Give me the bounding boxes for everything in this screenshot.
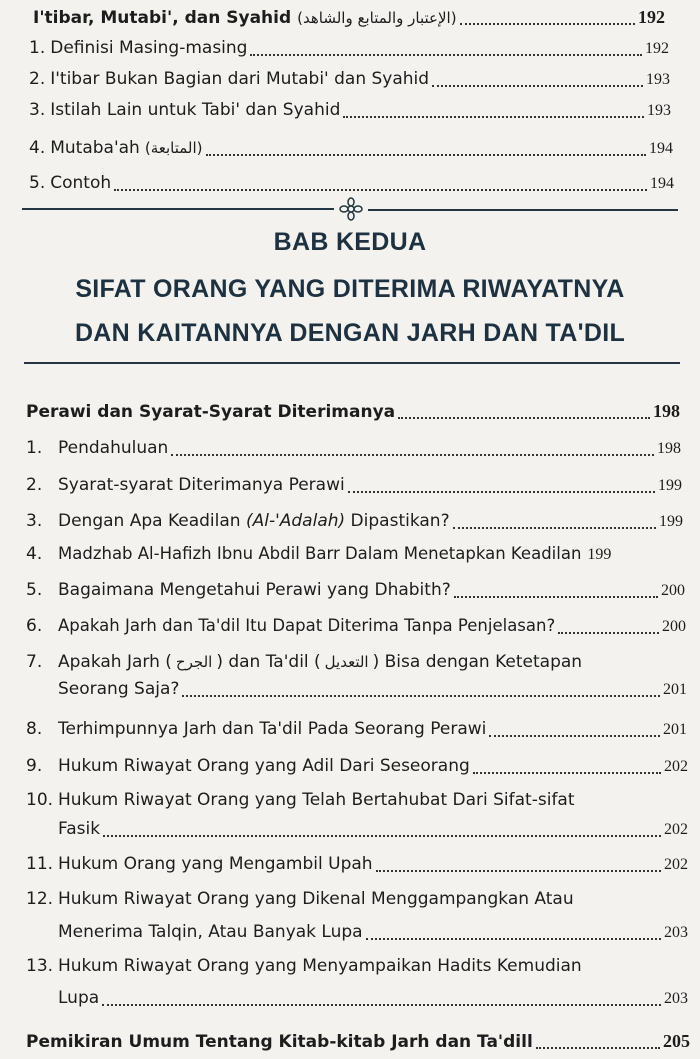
chapter-label: BAB KEDUA [273, 228, 427, 256]
toc-item[interactable] [29, 172, 674, 195]
leader-dots [171, 454, 654, 456]
page-number: 194 [649, 140, 673, 157]
leader-dots [182, 695, 660, 697]
toc-item[interactable] [29, 68, 670, 91]
leader-dots [102, 1004, 661, 1006]
item-number: 5. [29, 173, 46, 193]
leader-dots [250, 54, 642, 56]
page-number: 205 [663, 1031, 690, 1051]
toc-section-itibar[interactable] [33, 6, 665, 29]
item-number: 9. [26, 756, 43, 776]
page-number: 202 [664, 821, 688, 838]
item-label-arabic-a: الجرح [175, 653, 213, 671]
page-number: 199 [587, 546, 612, 563]
leader-dots [558, 632, 659, 634]
item-label: Bagaimana Mengetahui Perawi yang Dhabith? [58, 580, 451, 600]
flower-ornament-icon [338, 196, 364, 222]
toc-item[interactable] [26, 543, 684, 566]
item-label-pre: Dengan Apa Keadilan [58, 511, 246, 531]
toc-item[interactable] [26, 615, 686, 638]
item-number: 13. [26, 956, 54, 976]
page-number: 193 [647, 102, 671, 119]
item-label: Pendahuluan [58, 438, 169, 458]
toc-item[interactable] [26, 437, 681, 460]
item-number: 3. [26, 511, 43, 531]
item-label-a: Apakah Jarh ( [58, 652, 172, 672]
leader-dots [376, 870, 661, 872]
item-number: 2. [29, 69, 46, 89]
page-number: 198 [653, 401, 680, 421]
item-label: Hukum Orang yang Mengambil Upah [58, 854, 373, 874]
item-number: 4. [26, 544, 43, 564]
toc-item[interactable] [26, 474, 682, 497]
item-label-cont: Fasik [58, 819, 101, 839]
page-number: 200 [662, 618, 686, 635]
item-label: Hukum Riwayat Orang yang Dikenal Menggampangkan Atau [58, 889, 574, 909]
item-number: 1. [26, 438, 43, 458]
chapter-title-line2: DAN KAITANNYA DENGAN JARH DAN TA'DIL [74, 319, 626, 347]
toc-item-line2[interactable] [58, 678, 687, 701]
item-number: 10. [26, 790, 54, 810]
leader-dots [454, 596, 658, 598]
toc-section-perawi[interactable] [26, 400, 680, 423]
toc-item-line2[interactable] [58, 987, 688, 1010]
chapter-underline [24, 362, 680, 364]
item-label-cont: Seorang Saja? [58, 679, 180, 699]
section-title: I'tibar, Mutabi', dan Syahid [33, 8, 292, 28]
page-number: 201 [663, 721, 687, 738]
leader-dots [348, 491, 655, 493]
leader-dots [206, 154, 646, 156]
item-label: Hukum Riwayat Orang yang Menyampaikan Hadits Kemudian [58, 956, 582, 976]
leader-dots [473, 772, 661, 774]
item-label-arabic: (المتابعة) [144, 139, 203, 157]
page-number: 200 [661, 582, 685, 599]
toc-item-line1[interactable] [26, 888, 676, 910]
item-number: 3. [29, 100, 46, 120]
item-label-cont: Lupa [58, 988, 100, 1008]
item-number: 7. [26, 652, 43, 672]
leader-dots [489, 735, 660, 737]
item-label: Hukum Riwayat Orang yang Telah Bertahubat Dari Sifat-sifat [58, 790, 575, 810]
leader-dots [343, 116, 644, 118]
item-label: Definisi Masing-masing [50, 38, 248, 58]
item-label-cont: Menerima Talqin, Atau Banyak Lupa [58, 922, 363, 942]
page-number: 192 [638, 7, 665, 27]
item-number: 6. [26, 616, 43, 636]
item-label-arabic-b: التعديل [324, 653, 369, 671]
page-number: 203 [664, 924, 688, 941]
leader-dots [453, 527, 656, 529]
item-number: 1. [29, 38, 46, 58]
page-number: 194 [650, 175, 674, 192]
item-number: 5. [26, 580, 43, 600]
toc-item[interactable] [29, 99, 671, 122]
toc-item-line2[interactable] [58, 818, 688, 841]
item-number: 12. [26, 889, 54, 909]
leader-dots [114, 189, 647, 191]
toc-item[interactable] [29, 37, 669, 60]
section-title: Pemikiran Umum Tentang Kitab-kitab Jarh dan Ta'dill [26, 1032, 533, 1052]
chapter-title-line1: SIFAT ORANG YANG DITERIMA RIWAYATNYA [75, 275, 625, 303]
leader-dots [536, 1047, 660, 1049]
page-number: 202 [664, 856, 688, 873]
toc-item-line1[interactable] [26, 651, 676, 673]
page-number: 199 [658, 477, 682, 494]
page-number: 199 [659, 513, 683, 530]
leader-dots [398, 417, 650, 419]
leader-dots [460, 23, 635, 25]
item-label-italic: (Al-'Adalah) [245, 511, 346, 531]
page-number: 192 [645, 40, 669, 57]
item-label: Madzhab Al-Hafizh Ibnu Abdil Barr Dalam Menetapkan Keadilan [58, 544, 582, 563]
toc-item[interactable] [26, 718, 687, 741]
item-label: Syarat-syarat Diterimanya Perawi [58, 475, 345, 495]
leader-dots [366, 938, 661, 940]
toc-item[interactable] [26, 579, 685, 602]
item-number: 2. [26, 475, 43, 495]
page-number: 193 [646, 71, 670, 88]
toc-item-line2[interactable] [58, 921, 688, 944]
page-number: 198 [657, 440, 681, 457]
toc-item-line1[interactable] [26, 789, 676, 811]
item-label-c: ) Bisa dengan Ketetapan [372, 652, 583, 672]
section-title: Perawi dan Syarat-Syarat Diterimanya [26, 402, 396, 422]
toc-item[interactable] [26, 510, 683, 533]
item-label: Terhimpunnya Jarh dan Ta'dil Pada Seorang Perawi [58, 719, 487, 739]
item-label: Apakah Jarh dan Ta'dil Itu Dapat Diterima Tanpa Penjelasan? [58, 616, 556, 635]
item-label: Hukum Riwayat Orang yang Adil Dari Seseorang [58, 756, 470, 776]
item-number: 8. [26, 719, 43, 739]
page-number: 203 [664, 990, 688, 1007]
divider-right [368, 209, 678, 211]
toc-item[interactable] [26, 853, 688, 876]
toc-item[interactable] [26, 755, 688, 778]
item-label: I'tibar Bukan Bagian dari Mutabi' dan Syahid [50, 69, 430, 89]
item-label: Mutaba'ah [50, 138, 140, 158]
item-label-post: Dipastikan? [345, 511, 450, 531]
leader-dots [103, 835, 661, 837]
item-label-b: ) dan Ta'dil ( [216, 652, 321, 672]
leader-dots [432, 85, 643, 87]
item-label: Istilah Lain untuk Tabi' dan Syahid [50, 100, 341, 120]
page-number: 201 [663, 681, 687, 698]
section-title-arabic: (الإعتبار والمتابع والشاهد) [297, 9, 457, 27]
item-label: Contoh [50, 173, 112, 193]
toc-item[interactable] [29, 137, 673, 160]
item-number: 4. [29, 138, 46, 158]
toc-item-line1[interactable] [26, 955, 676, 977]
divider-left [22, 208, 334, 210]
toc-section-pemikiran[interactable] [26, 1030, 690, 1053]
page-number: 202 [664, 758, 688, 775]
item-number: 11. [26, 854, 54, 874]
